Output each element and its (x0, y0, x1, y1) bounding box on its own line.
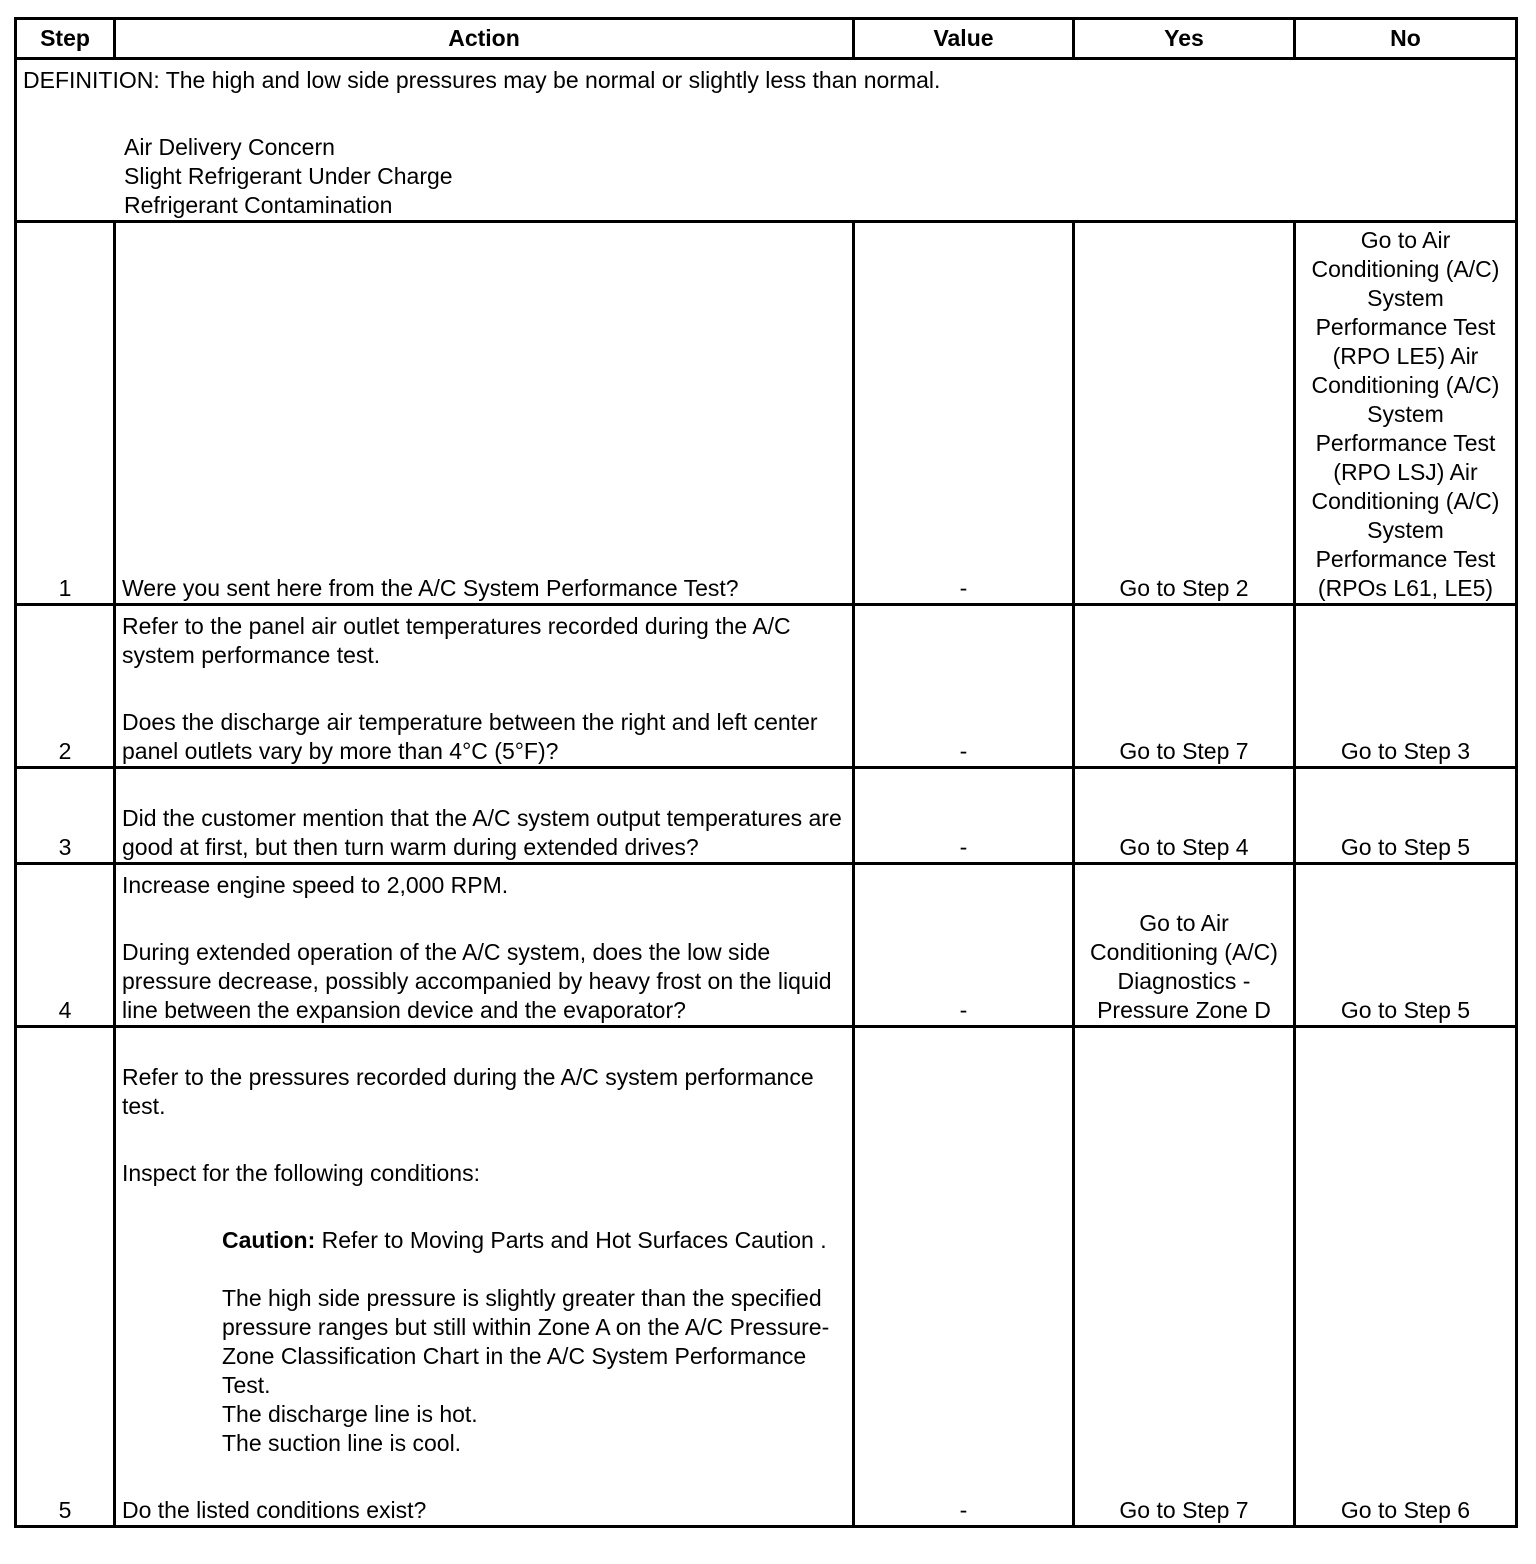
action-cell (115, 222, 854, 605)
value-cell: - (854, 864, 1074, 1027)
definition-text: DEFINITION: The high and low side pressures may be normal or slightly less than normal. (23, 67, 941, 93)
header-action: Action (115, 19, 854, 59)
header-yes: Yes (1074, 19, 1295, 59)
definition-row (16, 59, 1517, 222)
header-value: Value (854, 19, 1074, 59)
condition-item: The suction line is cool. (222, 1430, 462, 1456)
value-cell: - (854, 605, 1074, 768)
value-cell: - (854, 222, 1074, 605)
step-number: 1 (16, 222, 115, 605)
yes-link[interactable]: Go to Step 4 (1074, 768, 1295, 864)
action-text: Does the discharge air temperature between the right and left center panel outlets vary by more than 4°C (5°F)? (122, 709, 818, 764)
definition-cell (16, 59, 1517, 222)
yes-link[interactable]: Go to Air Conditioning (A/C) Diagnostics - Pressure Zone D (1074, 864, 1295, 1027)
step-number: 4 (16, 864, 115, 1027)
action-cell (115, 768, 854, 864)
caution-text: Refer to Moving Parts and Hot Surfaces Caution . (315, 1227, 827, 1253)
step-number: 5 (16, 1027, 115, 1527)
header-no: No (1295, 19, 1517, 59)
condition-item: The high side pressure is slightly greater than the specified pressure ranges but still within Zone A on the A/C Pressure-Zone Classification Chart in the A/C System Performance Test. (222, 1285, 830, 1398)
step-number: 2 (16, 605, 115, 768)
action-cell (115, 605, 854, 768)
action-text: Increase engine speed to 2,000 RPM. (122, 872, 509, 898)
header-row (16, 19, 1517, 59)
yes-link[interactable]: Go to Step 7 (1074, 1027, 1295, 1527)
action-question: Do the listed conditions exist? (122, 1497, 427, 1523)
table-row (16, 222, 1517, 605)
step-number: 3 (16, 768, 115, 864)
action-text: During extended operation of the A/C system, does the low side pressure decrease, possibly accompanied by heavy frost on the liquid line between the expansion device and the evaporator? (122, 939, 832, 1023)
no-link[interactable]: Go to Step 5 (1295, 768, 1517, 864)
action-text: Were you sent here from the A/C System Performance Test? (122, 575, 739, 601)
definition-item: Air Delivery Concern (124, 134, 335, 160)
definition-item: Slight Refrigerant Under Charge (124, 163, 453, 189)
table-row (16, 1027, 1517, 1527)
caution-note (222, 1226, 846, 1255)
no-link[interactable]: Go to Step 5 (1295, 864, 1517, 1027)
no-link[interactable]: Go to Air Conditioning (A/C) System Performance Test (RPO LE5) Air Conditioning (A/C) System Performance Test (RPO LSJ) Air Conditioning (A/C) System Performance Test (RPOs L61, LE5) (1295, 222, 1517, 605)
value-cell: - (854, 1027, 1074, 1527)
action-text: Refer to the panel air outlet temperatures recorded during the A/C system performance test. (122, 613, 791, 668)
definition-item: Refrigerant Contamination (124, 192, 393, 218)
header-step: Step (16, 19, 115, 59)
table-row (16, 605, 1517, 768)
yes-link[interactable]: Go to Step 7 (1074, 605, 1295, 768)
action-text: Did the customer mention that the A/C system output temperatures are good at first, but then turn warm during extended drives? (122, 805, 842, 860)
diagnostic-table (14, 17, 1518, 1528)
no-link[interactable]: Go to Step 6 (1295, 1027, 1517, 1527)
action-text: Refer to the pressures recorded during the A/C system performance test. (122, 1064, 814, 1119)
table-row (16, 768, 1517, 864)
yes-link[interactable]: Go to Step 2 (1074, 222, 1295, 605)
definition-list (124, 133, 1509, 220)
no-link[interactable]: Go to Step 3 (1295, 605, 1517, 768)
caution-label: Caution: (222, 1227, 316, 1253)
value-cell: - (854, 768, 1074, 864)
action-cell (115, 864, 854, 1027)
action-cell (115, 1027, 854, 1527)
condition-item: The discharge line is hot. (222, 1401, 478, 1427)
action-text: Inspect for the following conditions: (122, 1160, 480, 1186)
table-row (16, 864, 1517, 1027)
